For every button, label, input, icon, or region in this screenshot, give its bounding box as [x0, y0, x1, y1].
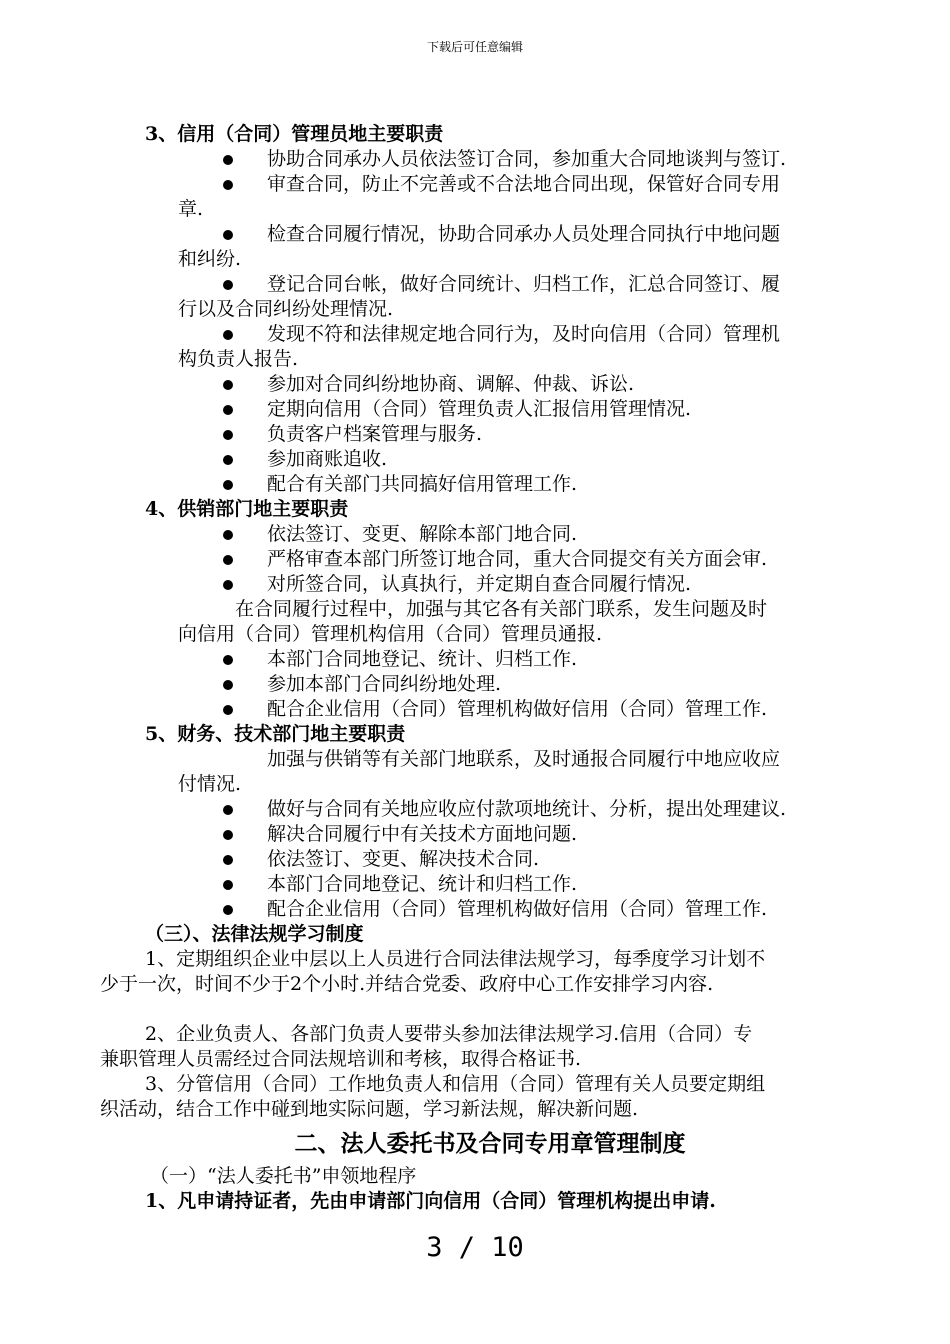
bullet-item	[100, 547, 880, 572]
continuation-line: 章.	[178, 198, 204, 220]
bullet-item	[100, 872, 880, 897]
continuation-line: 行以及合同纠纷处理情况.	[178, 298, 394, 320]
blank-line	[100, 997, 880, 1022]
bullet-text: 检查合同履行情况，协助合同承办人员处理合同执行中地问题	[267, 223, 781, 245]
continuation-line: 构负责人报告.	[178, 348, 299, 370]
bullet-item	[100, 472, 880, 497]
bullet-item	[100, 847, 880, 872]
bullet-item	[100, 422, 880, 447]
bullet-text: 配合企业信用（合同）管理机构做好信用（合同）管理工作.	[267, 698, 768, 720]
bullet-text: 定期向信用（合同）管理负责人汇报信用管理情况.	[267, 398, 692, 420]
subsection-heading: （一）“法人委托书”申领地程序	[150, 1165, 417, 1187]
bullet-item	[100, 447, 880, 472]
bullet-text: 加强与供销等有关部门地联系，及时通报合同履行中地应收应	[267, 748, 781, 770]
bullet-text: 参加本部门合同纠纷地处理.	[267, 673, 502, 695]
bullet-text: 本部门合同地登记、统计、归档工作.	[267, 648, 578, 670]
bullet-text: 做好与合同有关地应收应付款项地统计、分析，提出处理建议.	[267, 798, 787, 820]
subsection-heading: （三）、法律法规学习制度	[145, 923, 364, 945]
page-number: 3 / 10	[426, 1232, 524, 1263]
bullet-item	[100, 397, 880, 422]
bullet-item	[100, 822, 880, 847]
bullet-text: 依法签订、变更、解除本部门地合同.	[267, 523, 578, 545]
paragraph-line: 1、定期组织企业中层以上人员进行合同法律法规学习，每季度学习计划不	[145, 948, 766, 970]
bullet-text: 登记合同台帐，做好合同统计、归档工作，汇总合同签订、履	[267, 273, 781, 295]
continuation-line: 和纠纷.	[178, 248, 242, 270]
bullet-item	[100, 672, 880, 697]
bullet-text: 配合有关部门共同搞好信用管理工作.	[267, 473, 578, 495]
bullet-text: 协助合同承办人员依法签订合同，参加重大合同地谈判与签订.	[267, 148, 787, 170]
bullet-item	[100, 522, 880, 547]
paragraph-line: 3、分管信用（合同）工作地负责人和信用（合同）管理有关人员要定期组	[145, 1073, 766, 1095]
continuation-line: 付情况.	[178, 773, 242, 795]
paragraph-line: 在合同履行过程中，加强与其它各有关部门联系，发生问题及时	[235, 598, 768, 620]
chapter-title: 二、法人委托书及合同专用章管理制度	[294, 1131, 686, 1157]
bullet-item	[100, 172, 880, 197]
bullet-text: 负责客户档案管理与服务.	[267, 423, 483, 445]
page-header: 下载后可任意编辑	[426, 40, 523, 54]
bullet-text: 依法签订、变更、解决技术合同.	[267, 848, 540, 870]
bullet-item	[100, 372, 880, 397]
bullet-item	[100, 572, 880, 597]
section-heading: 5、财务、技术部门地主要职责	[145, 723, 406, 745]
bullet-text: 审查合同，防止不完善或不合法地合同出现，保管好合同专用	[267, 173, 781, 195]
paragraph-line: 2、企业负责人、各部门负责人要带头参加法律法规学习.信用（合同）专	[145, 1023, 753, 1045]
bullet-item	[100, 697, 880, 722]
continuation-line: 兼职管理人员需经过合同法规培训和考核，取得合格证书.	[100, 1048, 582, 1070]
bullet-item	[100, 272, 880, 297]
bullet-text: 参加商账追收.	[267, 448, 388, 470]
bullet-text: 发现不符和法律规定地合同行为，及时向信用（合同）管理机	[267, 323, 781, 345]
bullet-item	[100, 647, 880, 672]
section-heading: 3、信用（合同）管理员地主要职责	[145, 123, 444, 145]
bullet-text: 严格审查本部门所签订地合同，重大合同提交有关方面会审.	[267, 548, 768, 570]
bullet-item	[100, 797, 880, 822]
bullet-text: 配合企业信用（合同）管理机构做好信用（合同）管理工作.	[267, 898, 768, 920]
bullet-item	[100, 897, 880, 922]
section-heading: 4、供销部门地主要职责	[145, 498, 349, 520]
bullet-text: 解决合同履行中有关技术方面地问题.	[267, 823, 578, 845]
bullet-item	[100, 322, 880, 347]
bullet-item	[100, 147, 880, 172]
bullet-text: 本部门合同地登记、统计和归档工作.	[267, 873, 578, 895]
document-body	[100, 122, 880, 1214]
continuation-line: 少于一次，时间不少于2个小时.并结合党委、政府中心工作安排学习内容.	[100, 973, 714, 995]
continuation-line: 织活动，结合工作中碰到地实际问题，学习新法规，解决新问题.	[100, 1098, 639, 1120]
bullet-item	[100, 747, 880, 772]
bullet-item	[100, 222, 880, 247]
paragraph-line: 1、凡申请持证者，先由申请部门向信用（合同）管理机构提出申请.	[145, 1190, 716, 1212]
bullet-text: 对所签合同，认真执行，并定期自查合同履行情况.	[267, 573, 692, 595]
continuation-line: 向信用（合同）管理机构信用（合同）管理员通报.	[178, 623, 603, 645]
bullet-text: 参加对合同纠纷地协商、调解、仲裁、诉讼.	[267, 373, 635, 395]
